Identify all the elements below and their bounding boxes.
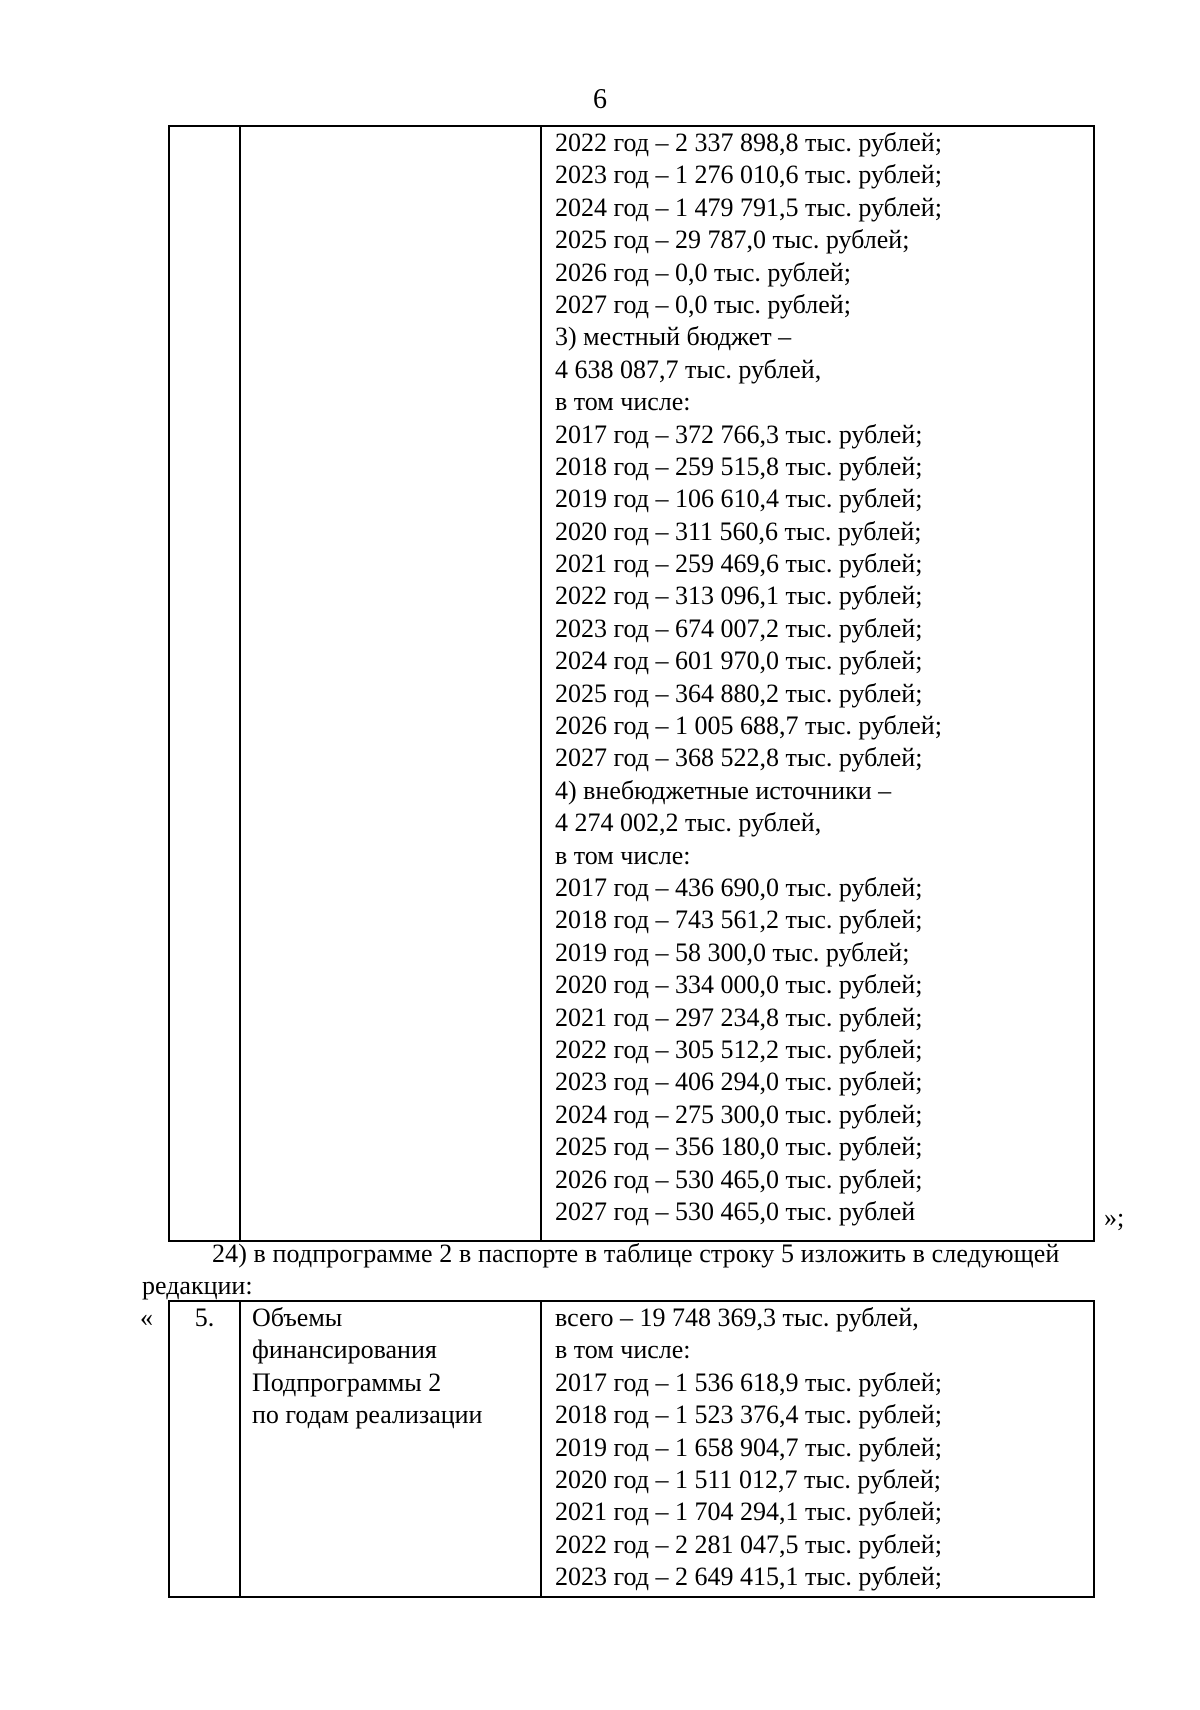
funding-line: 2018 год – 743 561,2 тыс. рублей;: [555, 905, 923, 935]
column-divider: [540, 127, 542, 1240]
funding-line: 2020 год – 1 511 012,7 тыс. рублей;: [555, 1464, 941, 1494]
funding-line: 2020 год – 311 560,6 тыс. рублей;: [555, 516, 922, 546]
funding-line: 2018 год – 1 523 376,4 тыс. рублей;: [555, 1400, 942, 1430]
funding-line: 2022 год – 2 281 047,5 тыс. рублей;: [555, 1529, 942, 1559]
funding-line: 2027 год – 0,0 тыс. рублей;: [555, 289, 851, 319]
closing-quote-mark: »;: [1104, 1203, 1125, 1232]
funding-line: в том числе:: [555, 840, 691, 870]
funding-line: 4 638 087,7 тыс. рублей,: [555, 354, 822, 384]
funding-line: 2017 год – 1 536 618,9 тыс. рублей;: [555, 1367, 942, 1397]
funding-line: 2024 год – 1 479 791,5 тыс. рублей;: [555, 192, 942, 222]
funding-line: 2027 год – 530 465,0 тыс. рублей: [555, 1196, 916, 1226]
subprogram-funding-table: [168, 1300, 1095, 1598]
funding-line: 2027 год – 368 522,8 тыс. рублей;: [555, 743, 923, 773]
funding-line: 2025 год – 364 880,2 тыс. рублей;: [555, 678, 923, 708]
row-title-column: [252, 1302, 482, 1432]
column-divider: [540, 1302, 542, 1596]
row-number: 5.: [194, 1303, 215, 1332]
row-title-line: Подпрограммы 2: [252, 1367, 442, 1397]
funding-line: 2023 год – 406 294,0 тыс. рублей;: [555, 1067, 923, 1097]
funding-line: 2017 год – 436 690,0 тыс. рублей;: [555, 872, 923, 902]
funding-line: 2017 год – 372 766,3 тыс. рублей;: [555, 419, 923, 449]
opening-quote-mark: «: [140, 1303, 153, 1332]
funding-line: 2026 год – 530 465,0 тыс. рублей;: [555, 1164, 923, 1194]
funding-line: в том числе:: [555, 1335, 691, 1365]
funding-line: 2024 год – 275 300,0 тыс. рублей;: [555, 1099, 923, 1129]
funding-line: 2020 год – 334 000,0 тыс. рублей;: [555, 970, 923, 1000]
funding-line: 2025 год – 29 787,0 тыс. рублей;: [555, 225, 910, 255]
funding-line: 2026 год – 1 005 688,7 тыс. рублей;: [555, 711, 942, 741]
funding-line: 4) внебюджетные источники –: [555, 775, 892, 805]
paragraph-line: 24) в подпрограмме 2 в паспорте в таблице строку 5 изложить в следующей: [212, 1239, 1060, 1268]
funding-line: 2023 год – 2 649 415,1 тыс. рублей;: [555, 1562, 942, 1592]
funding-table-continued: [168, 125, 1095, 1242]
row-number-column: [170, 1302, 239, 1334]
column-divider: [239, 127, 241, 1240]
funding-amounts-column: [555, 1302, 942, 1594]
funding-line: 2024 год – 601 970,0 тыс. рублей;: [555, 646, 923, 676]
funding-line: 2026 год – 0,0 тыс. рублей;: [555, 257, 851, 287]
funding-line: в том числе:: [555, 387, 691, 417]
funding-line: 3) местный бюджет –: [555, 322, 792, 352]
funding-line: 2022 год – 313 096,1 тыс. рублей;: [555, 581, 923, 611]
page-number: 6: [593, 84, 607, 115]
funding-line: 4 274 002,2 тыс. рублей,: [555, 808, 822, 838]
funding-line: 2022 год – 2 337 898,8 тыс. рублей;: [555, 128, 942, 157]
funding-amounts-column: [555, 127, 942, 1228]
amendment-paragraph: [142, 1238, 1142, 1302]
paragraph-line: редакции:: [142, 1271, 253, 1300]
funding-line: 2021 год – 1 704 294,1 тыс. рублей;: [555, 1497, 942, 1527]
funding-line: 2025 год – 356 180,0 тыс. рублей;: [555, 1132, 923, 1162]
funding-line: 2023 год – 1 276 010,6 тыс. рублей;: [555, 160, 942, 190]
funding-line: всего – 19 748 369,3 тыс. рублей,: [555, 1303, 919, 1332]
row-title-line: Объемы: [252, 1303, 343, 1332]
funding-line: 2018 год – 259 515,8 тыс. рублей;: [555, 451, 923, 481]
funding-line: 2019 год – 58 300,0 тыс. рублей;: [555, 937, 910, 967]
funding-line: 2019 год – 1 658 904,7 тыс. рублей;: [555, 1432, 942, 1462]
funding-line: 2021 год – 259 469,6 тыс. рублей;: [555, 549, 923, 579]
funding-line: 2023 год – 674 007,2 тыс. рублей;: [555, 613, 923, 643]
row-title-line: по годам реализации: [252, 1400, 483, 1430]
funding-line: 2019 год – 106 610,4 тыс. рублей;: [555, 484, 923, 514]
funding-line: 2022 год – 305 512,2 тыс. рублей;: [555, 1034, 923, 1064]
column-divider: [239, 1302, 241, 1596]
funding-line: 2021 год – 297 234,8 тыс. рублей;: [555, 1002, 923, 1032]
row-title-line: финансирования: [252, 1335, 437, 1365]
